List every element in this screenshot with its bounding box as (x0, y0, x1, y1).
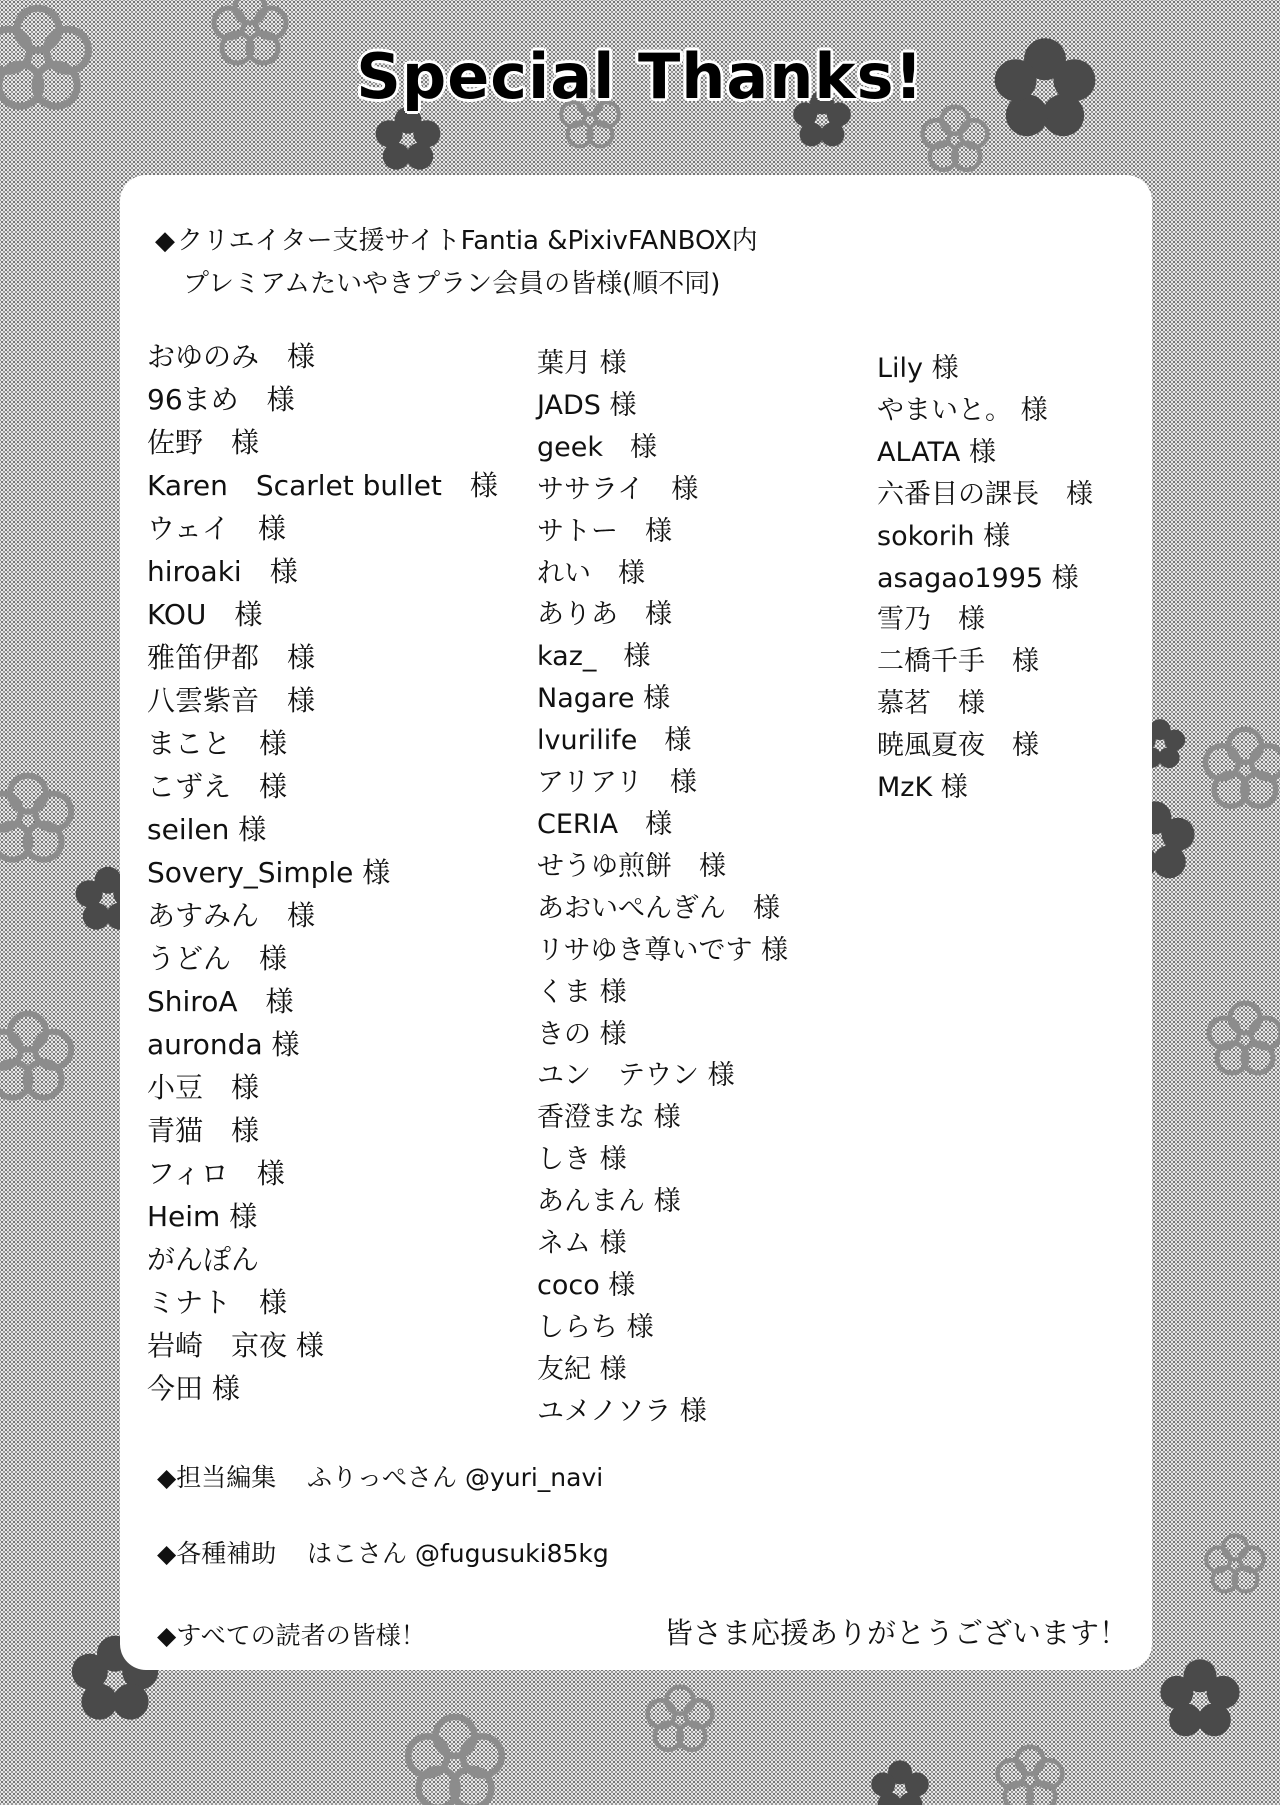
supporter-name: kaz_ 様 (537, 641, 651, 673)
supporter-name: 青猫 様 (147, 1114, 260, 1147)
supporter-name: seilen 様 (147, 813, 267, 846)
supporter-name: あおいぺんぎん 様 (537, 892, 780, 924)
supporter-name: やまいと。 様 (877, 394, 1048, 426)
supporter-name: うどん 様 (147, 942, 288, 975)
supporter-name: ササライ 様 (537, 473, 699, 505)
credit-readers (157, 1616, 426, 1652)
supporter-name: ShiroA 様 (147, 985, 294, 1018)
credit-assistance (157, 1534, 609, 1570)
diamond-marker: ◆ (155, 226, 175, 256)
diamond-marker: ◆ (157, 1463, 177, 1492)
supporter-name: 今田 様 (147, 1372, 240, 1405)
supporter-name: せうゆ煎餅 様 (537, 850, 726, 882)
supporter-name: hiroaki 様 (147, 555, 298, 588)
supporter-name: しらち 様 (537, 1311, 654, 1343)
diamond-marker: ◆ (157, 1621, 177, 1650)
supporter-name: アリアリ 様 (537, 767, 697, 799)
supporter-name: coco 様 (537, 1269, 636, 1301)
supporter-name: KOU 様 (147, 598, 263, 631)
supporter-name: がんぽん (147, 1243, 260, 1276)
editor-label: 担当編集 (176, 1463, 277, 1492)
supporter-name: あんまん 様 (537, 1186, 681, 1218)
supporter-name: Sovery_Simple 様 (147, 856, 391, 889)
supporter-name: しき 様 (537, 1144, 627, 1176)
supporter-name: geek 様 (537, 431, 657, 463)
supporter-name: まこと 様 (147, 727, 288, 760)
supporter-name: lvurilife 様 (537, 725, 692, 757)
supporter-name: Karen Scarlet bullet 様 (147, 469, 498, 502)
supporter-name: おゆのみ 様 (147, 340, 316, 373)
supporter-name: Heim 様 (147, 1200, 258, 1233)
closing-message: 皆さま応援ありがとうございます！ (663, 1616, 1128, 1650)
supporter-name: 雪乃 様 (877, 604, 985, 636)
supporter-name: あすみん 様 (147, 899, 316, 932)
supporter-name: 六番目の課長 様 (877, 478, 1093, 510)
supporter-name: MzK 様 (877, 772, 968, 804)
supporter-name: 香澄まな 様 (537, 1102, 681, 1134)
thanks-panel (120, 175, 1152, 1670)
supporter-name: 暁風夏夜 様 (877, 730, 1039, 762)
supporters-heading (155, 220, 758, 306)
supporter-name: 二橋千手 様 (877, 646, 1039, 678)
heading-line-1: クリエイター支援サイトFantia &PixivFANBOX内 (177, 226, 758, 256)
heading-line-2: プレミアムたいやきプラン会員の皆様(順不同) (183, 269, 721, 299)
supporter-name: ユン テウン 様 (537, 1060, 735, 1092)
supporter-name: ウェイ 様 (147, 512, 286, 545)
supporter-name: 葉月 様 (537, 348, 627, 379)
supporter-name: ユメノソラ 様 (537, 1395, 707, 1427)
supporter-name: JADS 様 (537, 389, 637, 421)
editor-value: ふりっぺさん @yuri_navi (307, 1463, 604, 1492)
supporter-name: リサゆき尊いです 様 (537, 934, 789, 966)
page-title: Special Thanks! (356, 40, 924, 113)
credit-editor (157, 1458, 603, 1494)
supporter-name: CERIA 様 (537, 808, 673, 840)
supporter-name: ありあ 様 (537, 599, 672, 631)
supporter-name: サトー 様 (537, 515, 672, 547)
supporter-name: asagao1995 様 (877, 562, 1079, 594)
supporter-name: 96まめ 様 (147, 383, 295, 416)
supporter-column-3 (877, 348, 1093, 809)
supporter-name: 雅笛伊都 様 (147, 641, 316, 674)
readers-text: すべての読者の皆様！ (176, 1621, 426, 1650)
supporter-name: 佐野 様 (147, 426, 260, 459)
supporter-column-2 (537, 343, 788, 1433)
supporter-name: きの 様 (537, 1018, 627, 1050)
supporter-name: sokorih 様 (877, 520, 1011, 552)
supporter-name: 小豆 様 (147, 1071, 260, 1104)
supporter-name: 八雲紫音 様 (147, 684, 316, 717)
supporter-name: くま 様 (537, 976, 627, 1008)
supporter-name: れい 様 (537, 557, 645, 589)
assist-value: はこさん @fugusuki85kg (307, 1539, 609, 1568)
assist-label: 各種補助 (176, 1539, 277, 1568)
supporter-name: 岩崎 京夜 様 (147, 1329, 324, 1362)
supporter-name: Nagare 様 (537, 683, 671, 715)
supporter-name: Lily 様 (877, 353, 959, 384)
supporter-name: フィロ 様 (147, 1157, 285, 1190)
supporter-name: ミナト 様 (147, 1286, 288, 1319)
diamond-marker: ◆ (157, 1539, 177, 1568)
supporter-column-1 (147, 335, 498, 1410)
supporter-name: こずえ 様 (147, 770, 288, 803)
supporter-name: auronda 様 (147, 1028, 300, 1061)
supporter-name: 友紀 様 (537, 1353, 627, 1385)
supporter-name: ネム 様 (537, 1228, 627, 1260)
supporter-name: 慕茗 様 (877, 688, 985, 720)
supporter-name: ALATA 様 (877, 436, 996, 468)
